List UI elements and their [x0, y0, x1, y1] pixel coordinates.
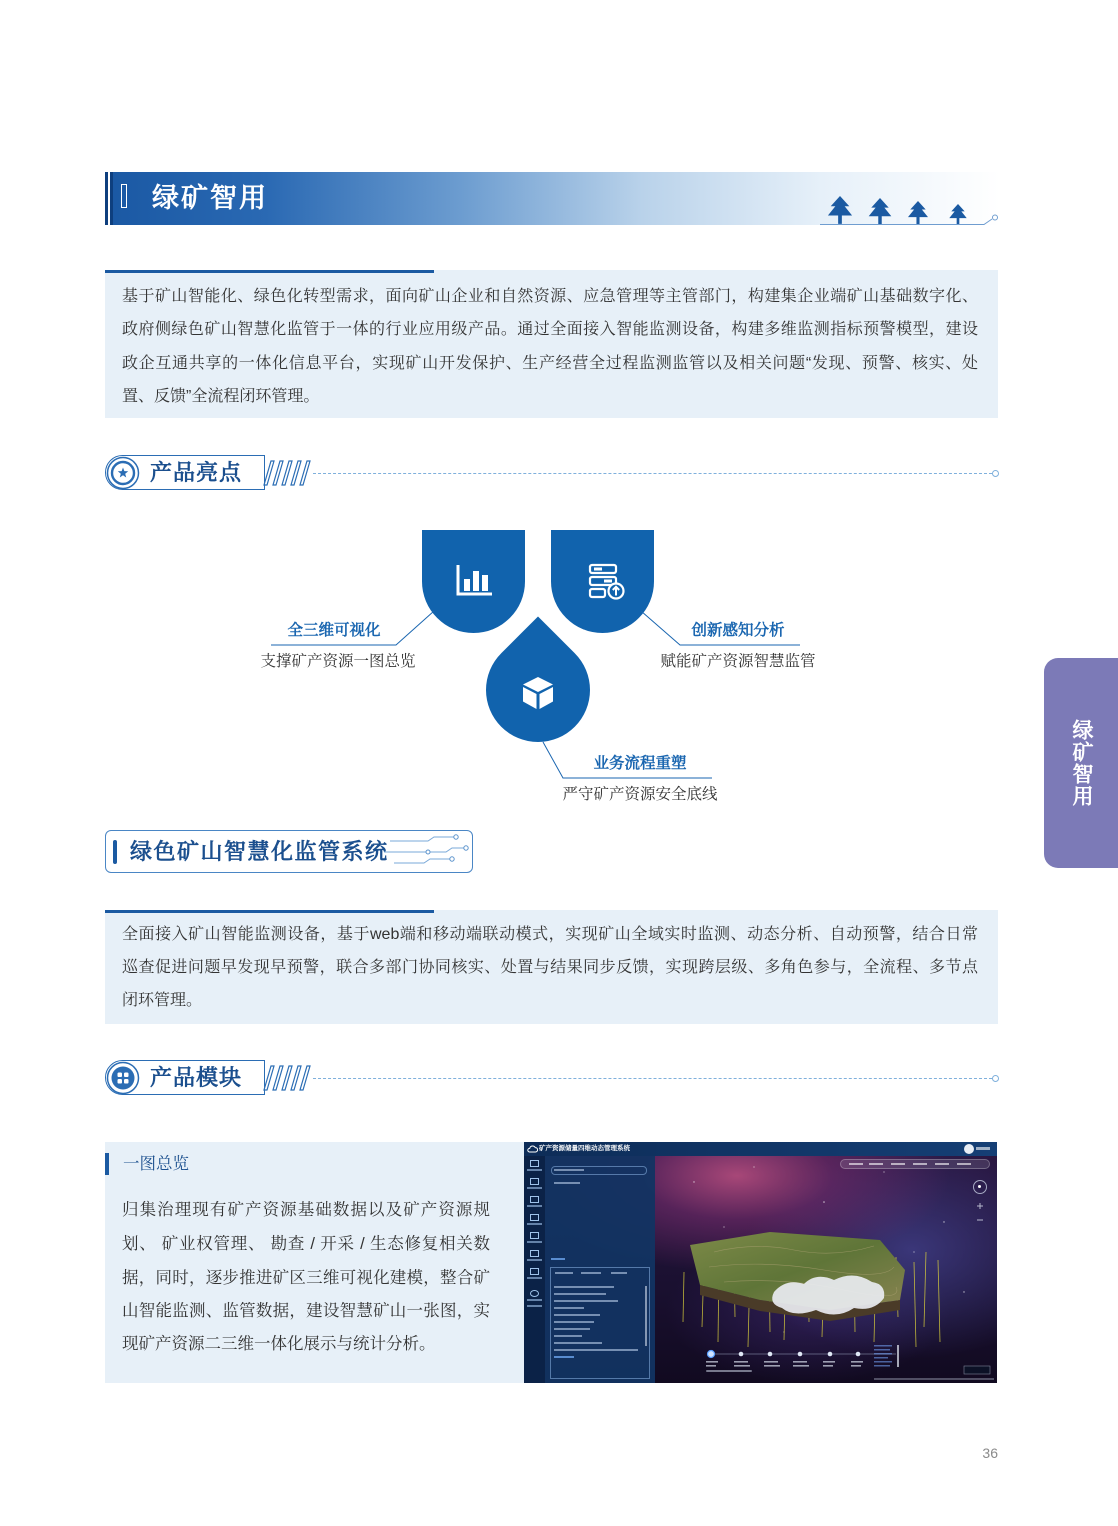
section-dashed-line [313, 1078, 992, 1079]
section-title-modules: 产品模块 [150, 1065, 243, 1090]
module-text-line: 山智能监测、监管数据，建设智慧矿山一张图，实 [122, 1302, 490, 1320]
toolbar-item [849, 1163, 863, 1165]
nav-icon [530, 1214, 539, 1221]
highlight-title: 创新感知分析 [691, 622, 785, 639]
toolbar-item [935, 1163, 949, 1165]
banner-baseline [820, 219, 992, 225]
panel-scrollbar [645, 1286, 647, 1346]
legend-panel [874, 1345, 892, 1367]
section-title-highlights: 产品亮点 [150, 460, 243, 485]
panel-text-line [551, 1258, 565, 1260]
intro-text-line: 置、反馈”全流程闭环管理。 [122, 388, 320, 405]
panel-text-line [554, 1349, 638, 1351]
badge-star-icon [106, 456, 140, 490]
intro-text-line: 政企互通共享的一体化信息平台，实现矿山开发保护、生产经营全过程监测监管以及相关问题“发现、预警、核实、处 [122, 355, 978, 372]
toolbar-item [957, 1163, 971, 1165]
banner-end-dot [993, 215, 998, 220]
toolbar-item [891, 1163, 905, 1165]
highlight-title: 全三维可视化 [287, 622, 381, 639]
highlight-desc: 赋能矿产资源智慧监管 [660, 653, 816, 670]
nav-icon [530, 1178, 539, 1185]
nav-label [527, 1205, 542, 1207]
panel-tab-label [555, 1272, 573, 1274]
nav-label [527, 1277, 542, 1279]
panel-tab-label [611, 1272, 627, 1274]
panel-text-line [554, 1328, 590, 1330]
circuit-decoration [384, 833, 470, 871]
page-title: 绿矿智用 [152, 183, 268, 213]
intro-text-line: 政府侧绿色矿山智慧化监管于一体的行业应用级产品。通过全面接入智能监测设备，构建多维监测指标预警模型，建设 [122, 321, 978, 338]
slash-decoration [262, 1064, 312, 1092]
app-title: 矿产资源储量四维动态管理系统 [539, 1145, 630, 1152]
app-side-panel [545, 1156, 655, 1383]
nav-label [527, 1305, 542, 1307]
page-number: 36 [982, 1445, 998, 1461]
module-text-line: 归集治理现有矿产资源基础数据以及矿产资源规 [122, 1201, 490, 1219]
user-name-bar [976, 1147, 990, 1150]
section-end-dot [992, 1075, 999, 1082]
chapter-side-tab [1044, 658, 1118, 868]
section-dashed-line [313, 473, 992, 474]
panel-list-box [550, 1267, 650, 1379]
system-text-line: 全面接入矿山智能监测设备，基于web端和移动端联动模式，实现矿山全域实时监测、动态分析、自动预警，结合日常 [122, 926, 978, 943]
side-tab-label: 绿矿智用 [1070, 719, 1093, 807]
nav-label [527, 1169, 542, 1171]
cloud-icon [527, 1145, 538, 1153]
toolbar-item [869, 1163, 883, 1165]
app-nav-rail [524, 1156, 545, 1383]
nav-label [527, 1187, 542, 1189]
cube-icon [520, 675, 556, 711]
grid-icon [106, 1061, 140, 1095]
nav-label [527, 1223, 542, 1225]
toolbar-item [913, 1163, 927, 1165]
bar-chart-icon [454, 562, 494, 598]
highlight-desc: 支撑矿产资源一图总览 [260, 653, 416, 670]
slash-decoration [262, 459, 312, 487]
panel-text-line [554, 1356, 574, 1358]
tree-icon [869, 198, 892, 224]
intro-text-line: 基于矿山智能化、绿色化转型需求，面向矿山企业和自然资源、应急管理等主管部门，构建集企业端矿山基础数字化、 [122, 288, 978, 305]
nav-label [527, 1241, 542, 1243]
tree-icon [828, 196, 852, 224]
nav-icon [530, 1160, 539, 1167]
module-title: 一图总览 [123, 1155, 189, 1173]
highlight-desc: 严守矿产资源安全底线 [562, 786, 718, 803]
timeline [706, 1351, 896, 1373]
banner-stripe [110, 172, 113, 225]
nav-icon [530, 1268, 539, 1275]
status-bar [874, 1378, 994, 1380]
tree-icon [908, 201, 928, 224]
panel-text-line [554, 1182, 580, 1184]
module-text-line: 现矿产资源二三维一体化展示与统计分析。 [122, 1335, 436, 1353]
panel-text-line [554, 1335, 582, 1337]
nav-label [527, 1259, 542, 1261]
compass-icon [973, 1180, 987, 1194]
panel-tab-label [581, 1272, 601, 1274]
timeline-scroll [897, 1345, 899, 1367]
nav-icon [530, 1196, 539, 1203]
module-screenshot [524, 1142, 997, 1383]
panel-text-line [554, 1321, 594, 1323]
scale-box [964, 1366, 990, 1374]
panel-text-line [554, 1342, 602, 1344]
nav-label [527, 1299, 542, 1301]
system-title-bar [113, 840, 117, 864]
app-toolbar [840, 1159, 990, 1169]
system-text-line: 巡查促进问题早发现早预警，联合多部门协同核实、处置与结果同步反馈，实现跨层级、多角色参与，全流程、多节点 [122, 959, 978, 976]
nav-icon [530, 1232, 539, 1239]
avatar [964, 1144, 974, 1154]
section-end-dot [992, 470, 999, 477]
system-title: 绿色矿山智慧化监管系统 [130, 839, 389, 864]
data-upload-icon [586, 561, 626, 601]
tree-decoration [820, 193, 1000, 229]
system-text-line: 闭环管理。 [122, 992, 203, 1009]
panel-text-line [554, 1307, 584, 1309]
module-title-bar [105, 1153, 109, 1175]
highlight-title: 业务流程重塑 [593, 755, 687, 772]
nav-icon [530, 1250, 539, 1257]
app-titlebar [524, 1142, 997, 1156]
panel-text-line [554, 1169, 584, 1171]
zoom-controls [977, 1203, 983, 1220]
tree-icon [949, 204, 966, 224]
system-accent-line [105, 910, 434, 913]
intro-accent-line [105, 270, 434, 273]
nav-icon [530, 1290, 539, 1297]
module-text-line: 划、 矿业权管理、 勘查 / 开采 / 生态修复相关数 [122, 1235, 490, 1253]
panel-text-line [554, 1286, 614, 1288]
panel-text-line [554, 1300, 618, 1302]
panel-text-line [554, 1293, 606, 1295]
panel-text-line [554, 1314, 600, 1316]
module-text-line: 据，同时，逐步推进矿区三维可视化建模，整合矿 [122, 1269, 490, 1287]
banner-marker [121, 184, 127, 208]
